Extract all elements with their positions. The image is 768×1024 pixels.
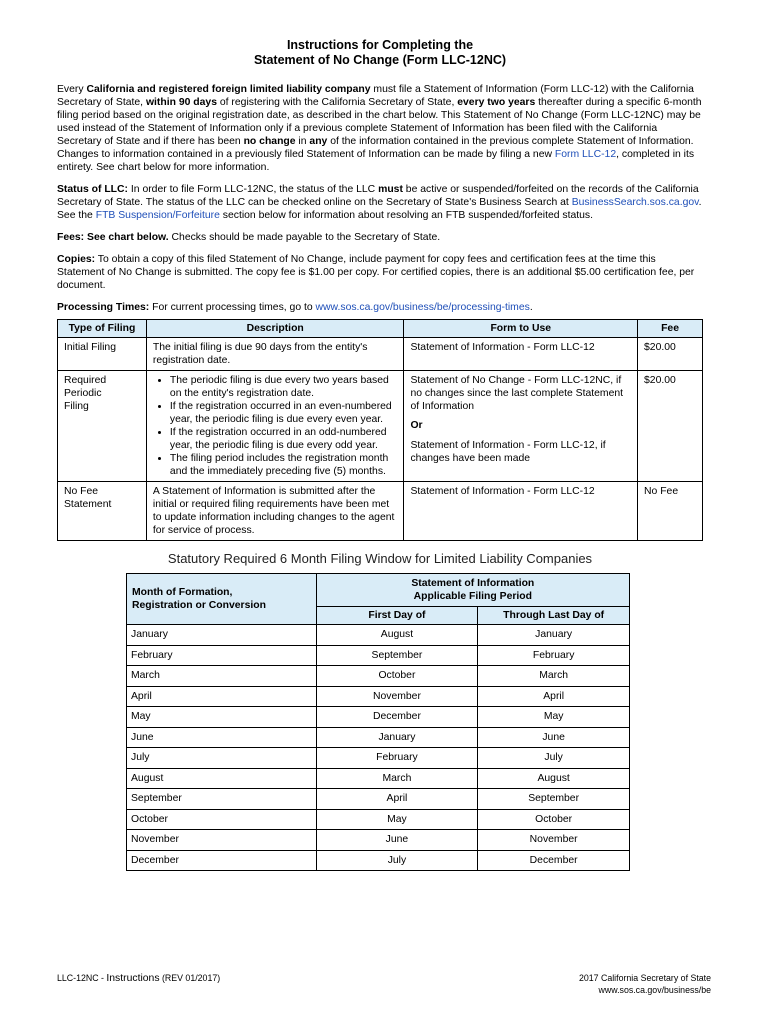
first-day-cell: June — [316, 830, 478, 851]
first-day-cell: May — [316, 809, 478, 830]
table-row — [127, 645, 630, 666]
footer-copyright: 2017 California Secretary of State www.sos.ca.gov/business/be — [578, 973, 711, 995]
processing-paragraph: Processing Times: For current processing times, go to www.sos.ca.gov/business/be/processing-times. — [57, 302, 533, 313]
first-day-cell: February — [316, 748, 478, 769]
table-row — [127, 686, 630, 707]
last-day-cell: October — [478, 809, 630, 830]
month-cell: February — [127, 645, 317, 666]
month-cell: June — [127, 727, 317, 748]
month-cell: April — [127, 686, 317, 707]
first-day-cell: November — [316, 686, 478, 707]
first-day-cell: August — [316, 625, 478, 646]
fees-paragraph: Fees: See chart below. Checks should be made payable to the Secretary of State. — [57, 232, 441, 243]
description-cell — [146, 371, 404, 482]
col-header-statement: Statement of Information Applicable Filing Period — [316, 574, 629, 607]
first-day-cell: March — [316, 768, 478, 789]
processing-times-link[interactable]: www.sos.ca.gov/business/be/processing-times — [315, 302, 530, 313]
business-search-link[interactable]: BusinessSearch.sos.ca.gov — [571, 197, 699, 208]
month-cell: October — [127, 809, 317, 830]
last-day-cell: March — [478, 666, 630, 687]
col-header-description: Description — [146, 320, 404, 338]
col-header-fee: Fee — [638, 320, 703, 338]
first-day-cell: January — [316, 727, 478, 748]
fee-cell: No Fee — [638, 482, 703, 541]
last-day-cell: April — [478, 686, 630, 707]
fee-cell: $20.00 — [638, 371, 703, 482]
filing-window-title: Statutory Required 6 Month Filing Window for Limited Liability Companies — [167, 551, 593, 566]
table-row — [127, 727, 630, 748]
table-row — [127, 666, 630, 687]
last-day-cell: July — [478, 748, 630, 769]
filing-type-cell: Initial Filing — [58, 338, 147, 371]
form-cell: Statement of Information - Form LLC-12 — [404, 482, 638, 541]
filing-window-table — [126, 573, 630, 871]
last-day-cell: January — [478, 625, 630, 646]
description-bullet-list — [153, 374, 400, 478]
filing-type-cell: Required Periodic Filing — [58, 371, 147, 482]
table-row — [58, 338, 703, 371]
status-paragraph: Status of LLC: In order to file Form LLC-12NC, the status of the LLC must be active or suspended/forfeited on the records of the California Secretary of State. The status of the LLC can be checked online on the Secretary of State's Business Search at BusinessSearch.sos.ca.gov. See the FTB Suspension/Forfeiture section below for information about resolving an FTB suspended/forfeited status. — [57, 184, 702, 221]
fee-cell: $20.00 — [638, 338, 703, 371]
last-day-cell: June — [478, 727, 630, 748]
table-header-row — [58, 320, 703, 338]
col-header-first-day: First Day of — [316, 607, 478, 625]
list-item: • If the registration occurred in an odd-numbered year, the periodic filing is due every odd year. — [170, 426, 400, 452]
col-header-form: Form to Use — [404, 320, 638, 338]
ftb-suspension-link[interactable]: FTB Suspension/Forfeiture — [95, 210, 220, 221]
month-cell: January — [127, 625, 317, 646]
description-cell: The initial filing is due 90 days from the entity's registration date. — [146, 338, 404, 371]
table-row — [127, 789, 630, 810]
last-day-cell: December — [478, 850, 630, 871]
list-item: • The periodic filing is due every two years based on the entity's registration date. — [170, 374, 400, 400]
table-row — [127, 748, 630, 769]
list-item: • If the registration occurred in an even-numbered year, the periodic filing is due every even year. — [170, 400, 400, 426]
col-header-last-day: Through Last Day of — [478, 607, 630, 625]
form-cell: Statement of No Change - Form LLC-12NC, if no changes since the last complete Statement of Information Or Statement of Information - Form LLC-12, if changes have been made — [404, 371, 638, 482]
month-cell: December — [127, 850, 317, 871]
last-day-cell: November — [478, 830, 630, 851]
table-row — [127, 707, 630, 728]
form-llc12-link[interactable]: Form LLC-12 — [554, 149, 617, 160]
or-label: Or — [410, 420, 423, 431]
last-day-cell: August — [478, 768, 630, 789]
footer-website-link[interactable]: www.sos.ca.gov/business/be — [598, 985, 711, 995]
last-day-cell: February — [478, 645, 630, 666]
first-day-cell: July — [316, 850, 478, 871]
form-cell: Statement of Information - Form LLC-12 — [404, 338, 638, 371]
last-day-cell: May — [478, 707, 630, 728]
month-cell: July — [127, 748, 317, 769]
month-cell: August — [127, 768, 317, 789]
month-cell: September — [127, 789, 317, 810]
description-cell: A Statement of Information is submitted after the initial or required filing requirements have been met to update information including changes to the agent for service of process. — [146, 482, 404, 541]
table-row — [127, 809, 630, 830]
table-row — [127, 830, 630, 851]
table-row — [127, 850, 630, 871]
month-cell: March — [127, 666, 317, 687]
month-cell: November — [127, 830, 317, 851]
table-row — [127, 768, 630, 789]
first-day-cell: September — [316, 645, 478, 666]
col-header-type: Type of Filing — [58, 320, 147, 338]
first-day-cell: December — [316, 707, 478, 728]
table-row — [58, 482, 703, 541]
first-day-cell: October — [316, 666, 478, 687]
first-day-cell: April — [316, 789, 478, 810]
document-page — [57, 38, 703, 871]
filing-types-table — [57, 319, 703, 541]
month-cell: May — [127, 707, 317, 728]
page-title: Instructions for Completing the Statement of No Change (Form LLC-12NC) — [253, 38, 507, 67]
table-row — [58, 371, 703, 482]
filing-type-cell: No Fee Statement — [58, 482, 147, 541]
footer-form-info: LLC-12NC - Instructions (REV 01/2017) — [57, 973, 221, 984]
intro-paragraph: Every California and registered foreign limited liability company must file a Statement of Information (Form LLC-12) with the California Secretary of State, within 90 days of registering with the California Secretary of State, every two years thereafter during a specific 6-month filing period based on the original registration date, as described in the chart below. This Statement of No Change (Form LLC-12NC) may be used instead of the Statement of Information only if a previous complete Statement of Information has been filed with the California Secretary of State and if there has been no change in any of the information contained in the previous complete Statement of Information. Changes to information contained in a previously filed Statement of Information can be made by filing a new Form LLC-12, completed in its entirety. See chart below for more information. — [57, 84, 702, 173]
last-day-cell: September — [478, 789, 630, 810]
list-item: • The filing period includes the registration month and the immediately preceding five (5) months. — [170, 452, 400, 478]
table-header-row — [127, 574, 630, 607]
col-header-month: Month of Formation, Registration or Conversion — [127, 574, 317, 625]
table-row — [127, 625, 630, 646]
copies-paragraph: Copies: To obtain a copy of this filed Statement of No Change, include payment for copy fees and certification fees at the time this Statement of No Change is submitted. The copy fee is $1.00 per copy. For certified copies, there is an additional $5.00 certification fee, per document. — [57, 254, 695, 291]
